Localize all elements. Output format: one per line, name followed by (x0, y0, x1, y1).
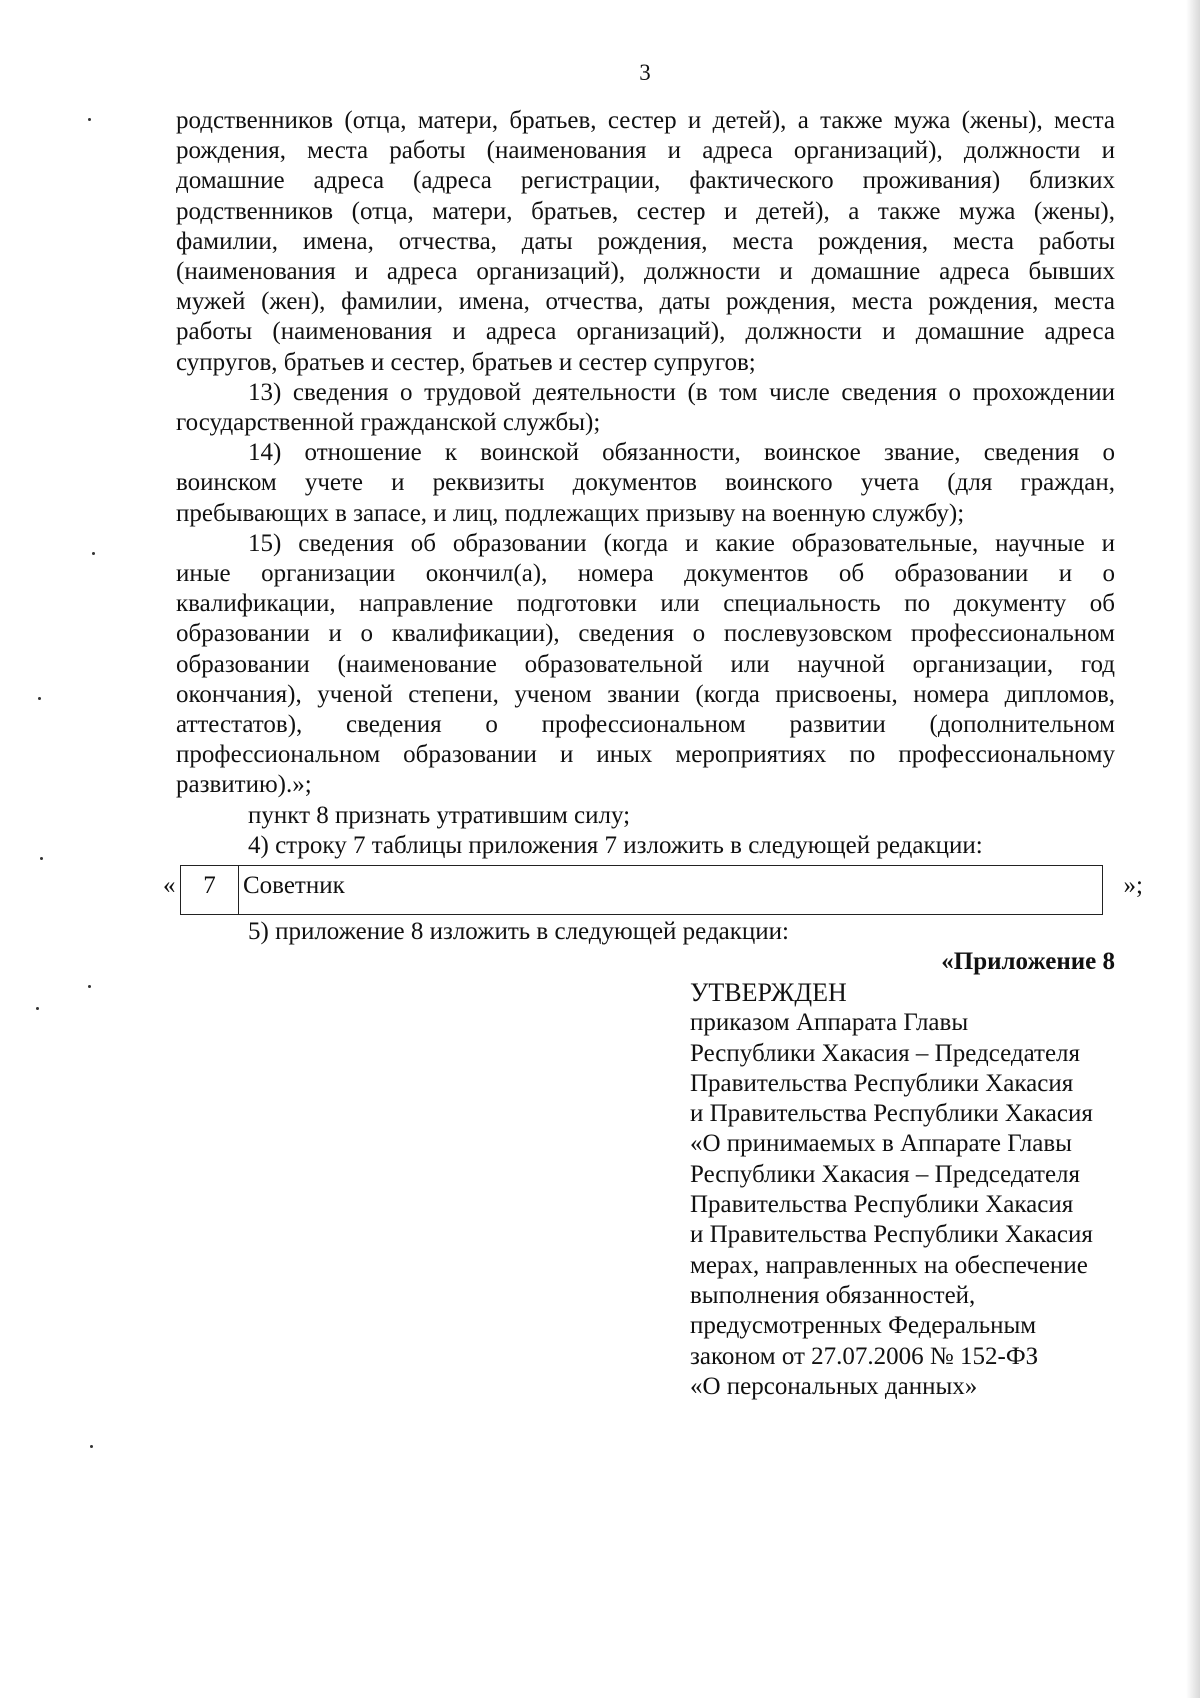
paragraph-line: 14) отношение к воинской обязанности, воинское звание, сведения о (248, 439, 1115, 467)
approval-title: УТВЕРЖДЕН (690, 978, 847, 1007)
paragraph-line: воинском учете и реквизиты документов воинского учета (для граждан, (176, 469, 1115, 497)
paragraph-line: супругов, братьев и сестер, братьев и сестер супругов; (176, 348, 756, 376)
approval-line: «О принимаемых в Аппарате Главы (690, 1130, 1072, 1158)
approval-line: законом от 27.07.2006 № 152-ФЗ (690, 1342, 1039, 1370)
paragraph-line: пребывающих в запасе, и лиц, подлежащих призыву на военную службу); (176, 499, 965, 527)
paragraph-line: аттестатов), сведения о профессиональном развитии (дополнительном (176, 711, 1115, 739)
scan-speck (38, 697, 41, 700)
approval-line: предусмотренных Федеральным (690, 1312, 1037, 1340)
paragraph-line: окончания), ученой степени, ученом звании (когда присвоены, номера дипломов, (176, 680, 1115, 708)
approval-line: приказом Аппарата Главы (690, 1009, 969, 1037)
table-row (180, 865, 1103, 915)
paragraph-line: фамилии, имена, отчества, даты рождения, места рождения, места работы (176, 227, 1115, 255)
paragraph-line: развитию).»; (176, 771, 312, 799)
paragraph-line: рождения, места работы (наименования и адреса организаций), должности и (176, 137, 1115, 165)
page-edge-shadow (1186, 0, 1200, 1698)
paragraph-line: образовании (наименование образовательной или научной организации, год (176, 650, 1115, 678)
approval-line: выполнения обязанностей, (690, 1281, 976, 1309)
appendix-label: «Приложение 8 (941, 948, 1115, 975)
paragraph-line: (наименования и адреса организаций), должности и домашние адреса бывших (176, 258, 1115, 286)
paragraph-line: родственников (отца, матери, братьев, сестер и детей), а также мужа (жены), места (176, 107, 1115, 134)
paragraph-line: образовании и о квалификации), сведения о послевузовском профессиональном (176, 620, 1115, 648)
paragraph-line: квалификации, направление подготовки или специальность по документу об (176, 590, 1115, 618)
page-number: 3 (639, 60, 651, 85)
scan-speck (36, 1007, 39, 1010)
approval-line: «О персональных данных» (690, 1372, 978, 1400)
paragraph-line: 15) сведения об образовании (когда и какие образовательные, научные и (248, 529, 1115, 557)
scan-speck (88, 118, 91, 121)
approval-line: Республики Хакасия – Председателя (690, 1160, 1081, 1188)
row-position-cell: Советник (243, 872, 345, 899)
approval-text (690, 1008, 1130, 1402)
approval-line: и Правительства Республики Хакасия (690, 1100, 1093, 1128)
approval-block (690, 978, 1130, 1402)
approval-line: Правительства Республики Хакасия (690, 1069, 1074, 1097)
table-row-block (163, 865, 1143, 915)
opening-quote: « (163, 872, 176, 899)
scan-speck (88, 985, 91, 988)
amendment-item-5: 5) приложение 8 изложить в следующей редакции: (248, 918, 789, 945)
paragraph-line: 13) сведения о трудовой деятельности (в том числе сведения о прохождении (248, 378, 1115, 406)
row-number-cell: 7 (181, 866, 239, 914)
scan-speck (40, 857, 43, 860)
paragraph-line: работы (наименования и адреса организаций), должности и домашние адреса (176, 318, 1115, 346)
paragraph-line: иные организации окончил(а), номера документов об образовании и о (176, 560, 1115, 588)
paragraph-line: 4) строку 7 таблицы приложения 7 изложить в следующей редакции: (248, 831, 983, 859)
paragraph-line: мужей (жен), фамилии, имена, отчества, даты рождения, места рождения, места (176, 288, 1115, 316)
paragraph-line: пункт 8 признать утратившим силу; (248, 801, 631, 829)
scan-speck (90, 1445, 93, 1448)
body-text (176, 106, 1115, 861)
scan-speck (92, 552, 95, 555)
paragraph-line: родственников (отца, матери, братьев, сестер и детей), а также мужа (жены), (176, 197, 1115, 225)
paragraph-line: домашние адреса (адреса регистрации, фактического проживания) близких (176, 167, 1115, 195)
paragraph-line: профессиональном образовании и иных мероприятиях по профессиональному (176, 741, 1115, 769)
paragraph-line: государственной гражданской службы); (176, 409, 601, 437)
approval-line: Республики Хакасия – Председателя (690, 1039, 1081, 1067)
approval-line: мерах, направленных на обеспечение (690, 1251, 1088, 1279)
approval-line: и Правительства Республики Хакасия (690, 1221, 1093, 1249)
closing-quote: »; (1123, 872, 1143, 899)
approval-line: Правительства Республики Хакасия (690, 1191, 1074, 1219)
